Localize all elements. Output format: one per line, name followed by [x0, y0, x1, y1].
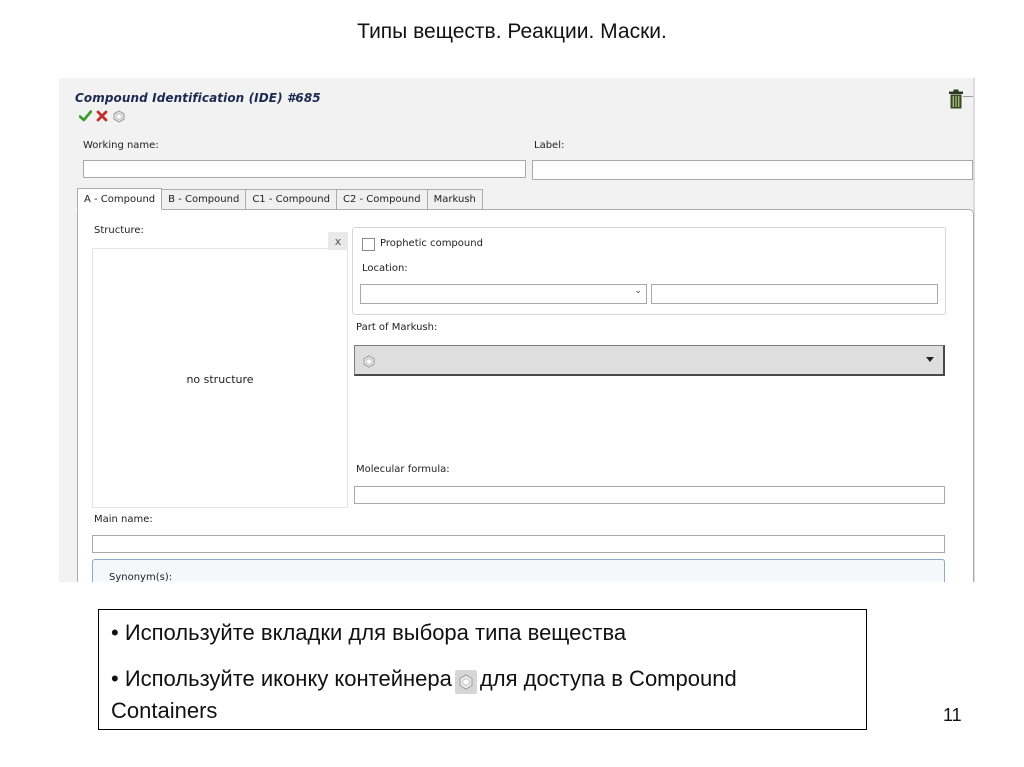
container-icon[interactable]	[112, 109, 126, 123]
structure-label: Structure:	[94, 225, 144, 236]
chevron-down-icon: ⌄	[634, 286, 642, 296]
location-detail-input[interactable]	[651, 284, 938, 304]
instruction-container-text-start: • Используйте иконку контейнера	[111, 666, 452, 691]
instructions-box	[98, 609, 867, 730]
window-edge-mark	[963, 96, 973, 97]
prophetic-compound-checkbox[interactable]	[362, 238, 375, 251]
instruction-container	[111, 664, 737, 694]
no-structure-text: no structure	[186, 373, 254, 386]
dropdown-arrow-icon	[926, 357, 934, 362]
label-label: Label:	[534, 140, 565, 151]
trash-icon[interactable]	[948, 89, 964, 109]
clear-structure-button[interactable]: x	[328, 232, 348, 250]
label-input[interactable]	[532, 160, 973, 180]
markush-dropdown[interactable]	[354, 345, 945, 376]
container-icon	[455, 670, 477, 694]
slide-title: Типы веществ. Реакции. Маски.	[357, 20, 667, 43]
prophetic-compound-label: Prophetic compound	[380, 238, 483, 249]
check-icon[interactable]	[78, 109, 92, 123]
compound-panel	[77, 209, 974, 582]
window-toolbar	[78, 109, 126, 123]
molecular-formula-input[interactable]	[354, 486, 945, 504]
part-of-markush-label: Part of Markush:	[356, 322, 438, 333]
container-icon	[363, 353, 375, 372]
compound-identification-window	[59, 78, 975, 582]
main-name-label: Main name:	[94, 514, 153, 525]
page-number: 11	[943, 705, 962, 725]
structure-canvas[interactable]	[92, 248, 348, 508]
compound-tabs	[77, 188, 483, 210]
synonyms-group	[92, 559, 945, 582]
tab-markush[interactable]: Markush	[428, 189, 483, 210]
window-title: Compound Identification (IDE) #685	[75, 91, 321, 105]
location-label: Location:	[362, 263, 408, 274]
tab-c2-compound[interactable]: C2 - Compound	[337, 189, 428, 210]
close-icon[interactable]	[95, 109, 109, 123]
tab-b-compound[interactable]: B - Compound	[162, 189, 246, 210]
working-name-label: Working name:	[83, 140, 159, 151]
main-name-input[interactable]	[92, 535, 945, 553]
instruction-tabs: • Используйте вкладки для выбора типа вещества	[111, 620, 627, 645]
prophetic-location-group	[352, 227, 946, 315]
location-select[interactable]	[360, 284, 647, 304]
instruction-container-text-end: для доступа в Compound	[479, 666, 737, 691]
synonyms-label: Synonym(s):	[109, 572, 173, 582]
tab-a-compound[interactable]: A - Compound	[77, 188, 162, 210]
working-name-input[interactable]	[83, 160, 526, 178]
tab-c1-compound[interactable]: C1 - Compound	[246, 189, 337, 210]
molecular-formula-label: Molecular formula:	[356, 464, 450, 475]
instruction-container-line2: Containers	[111, 698, 218, 723]
